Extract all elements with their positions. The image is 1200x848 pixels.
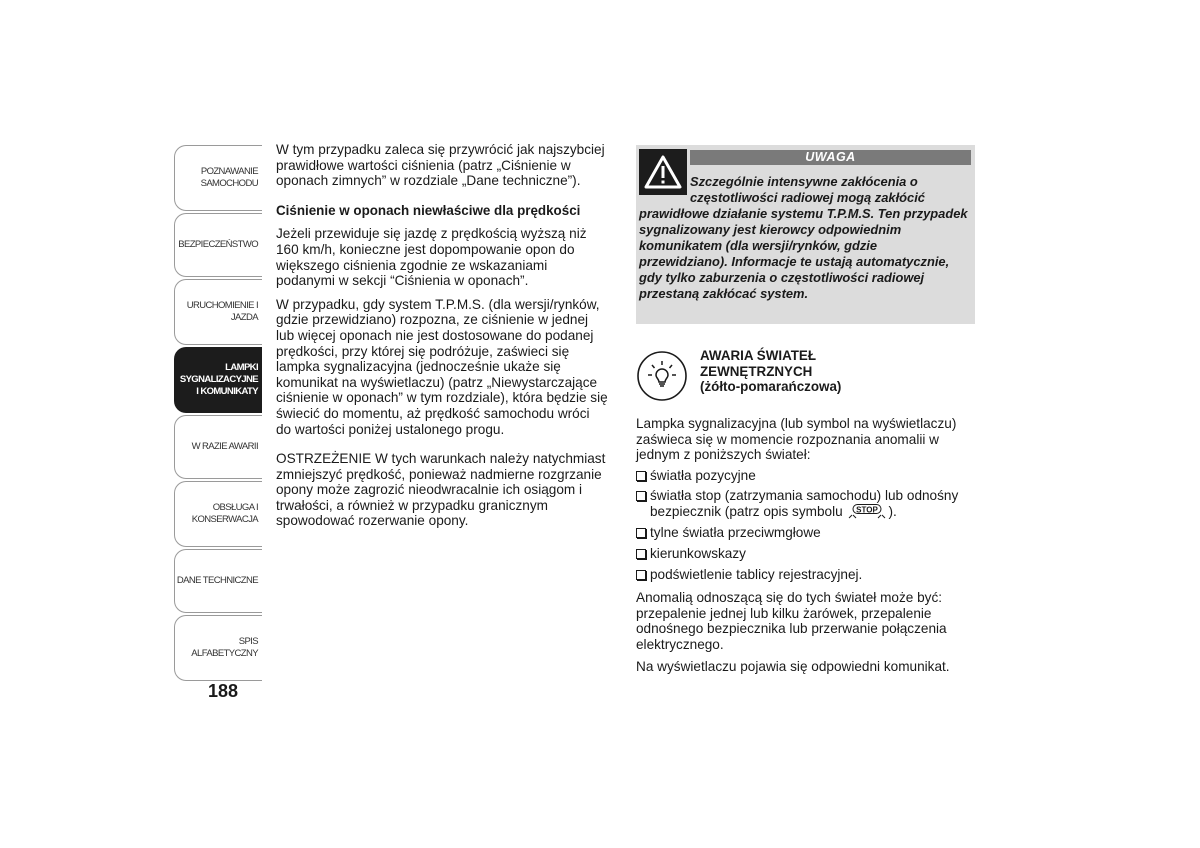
section-heading: Ciśnienie w oponach niewłaściwe dla prędkości: [276, 202, 581, 218]
tab-label: SPIS ALFABETYCZNY: [191, 636, 258, 659]
lamp-title-line2: ZEWNĘTRZNYCH: [700, 363, 813, 379]
list-item-text: ).: [888, 503, 897, 519]
tab-poznawanie-samochodu[interactable]: [174, 145, 262, 211]
list-item: [636, 468, 976, 484]
exterior-light-failure-icon: [636, 350, 688, 402]
tab-label: OBSŁUGA I KONSERWACJA: [191, 502, 258, 525]
list-item: [636, 488, 976, 520]
page-number: 188: [208, 681, 239, 701]
tab-label: POZNAWANIE SAMOCHODU: [200, 166, 258, 189]
tab-lampki-sygnalizacyjne[interactable]: [174, 347, 262, 413]
speed-paragraph: Jeżeli przewiduje się jazdę z prędkością wyższą niż 160 km/h, konieczne jest dopompowanie opon do większego ciśnienia zgodnie ze wskazaniami podanymi w sekcji “Ciśnienia w oponach”.: [276, 226, 587, 289]
warning-text: [639, 174, 969, 302]
warning-title: UWAGA: [690, 150, 971, 165]
lamp-title-line3: (żółto-pomarańczowa): [700, 379, 842, 395]
list-item-text: podświetlenie tablicy rejestracyjnej.: [650, 566, 863, 582]
chapter-tabs: [174, 145, 262, 683]
warning-box: [636, 145, 975, 324]
left-column: [276, 142, 608, 538]
list-item-text: światła pozycyjne: [650, 467, 756, 483]
tab-obsluga-i-konserwacja[interactable]: [174, 481, 262, 547]
lamp-title-line1: AWARIA ŚWIATEŁ: [700, 348, 817, 363]
tab-uruchomienie-i-jazda[interactable]: [174, 279, 262, 345]
list-item: [636, 525, 976, 541]
tab-w-razie-awarii[interactable]: [174, 415, 262, 479]
display-paragraph: Na wyświetlaczu pojawia się odpowiedni komunikat.: [636, 658, 950, 674]
tab-bezpieczenstwo[interactable]: [174, 213, 262, 277]
right-column: [636, 416, 976, 683]
warning-text-indented: Szczególnie intensywne zakłócenia o częstotliwości radiowej mogą zakłócić: [690, 174, 925, 205]
stop-symbol-label: STOP: [856, 505, 879, 515]
tab-label: URUCHOMIENIE I JAZDA: [186, 300, 258, 323]
tab-spis-alfabetyczny[interactable]: [174, 615, 262, 681]
list-item: [636, 567, 976, 583]
lamp-title: [700, 348, 940, 395]
list-item-text: światła stop (zatrzymania samochodu) lub odnośny bezpiecznik (patrz opis symbolu: [650, 488, 959, 519]
tab-label: W RAZIE AWARII: [191, 441, 258, 452]
intro-paragraph: W tym przypadku zaleca się przywrócić jak najszybciej prawidłowe wartości ciśnienia (patrz „Ciśnienie w oponach zimnych” w rozdziale „Dane techniczne”).: [276, 142, 605, 189]
warning-text-rest: prawidłowe działanie systemu T.P.M.S. Ten przypadek sygnalizowany jest kierowcy odpowiednim komunikatem (dla wersji/rynków, gdzie przewidziano). Informacje te ustają automatycznie, gdy tylko zaburzenia o częstotliwości radiowej przestaną zakłócać system.: [639, 206, 968, 301]
list-item-text: tylne światła przeciwmgłowe: [650, 525, 821, 541]
lamp-intro: Lampka sygnalizacyjna (lub symbol na wyświetlaczu) zaświeca się w momencie rozpoznania anomalii w jednym z poniższych świateł:: [636, 416, 957, 463]
tab-dane-techniczne[interactable]: [174, 549, 262, 613]
list-item-text: kierunkowskazy: [650, 545, 746, 561]
stop-lamp-symbol-icon: [847, 504, 887, 520]
tab-label: LAMPKI SYGNALIZACYJNE I KOMUNIKATY: [179, 362, 258, 397]
warning-paragraph: OSTRZEŻENIE W tych warunkach należy natychmiast zmniejszyć prędkość, ponieważ nadmierne rozgrzanie opony może zagrozić nieodwracalnie ich osiągom i trwałości, a również w przypadku granicznym spowodować rozerwanie opony.: [276, 451, 606, 529]
failure-list: [636, 468, 976, 582]
tpms-paragraph: W przypadku, gdy system T.P.M.S. (dla wersji/rynków, gdzie przewidziano) rozpozna, ze ciśnienie w jednej lub więcej oponach nie jest dostosowane do podanej prędkości, przy której się podróżuje, zaświeci się lampka sygnalizacyjna (jednocześnie ukaże się komunikat na wyświetlaczu) (patrz „Niewystarczające ciśnienie w oponach” w tym rozdziale), która będzie się świecić do momentu, aż prędkość samochodu wróci do wartości poniżej ustalonego progu.: [276, 296, 608, 437]
list-item: [636, 546, 976, 562]
tab-label: BEZPIECZEŃSTWO: [178, 239, 258, 250]
tab-label: DANE TECHNICZNE: [176, 575, 258, 586]
anomaly-paragraph: Anomalią odnoszącą się do tych świateł może być: przepalenie jednej lub kilku żarówek, przepalenie odnośnego bezpiecznika lub przerwanie połączenia elektrycznego.: [636, 590, 947, 652]
